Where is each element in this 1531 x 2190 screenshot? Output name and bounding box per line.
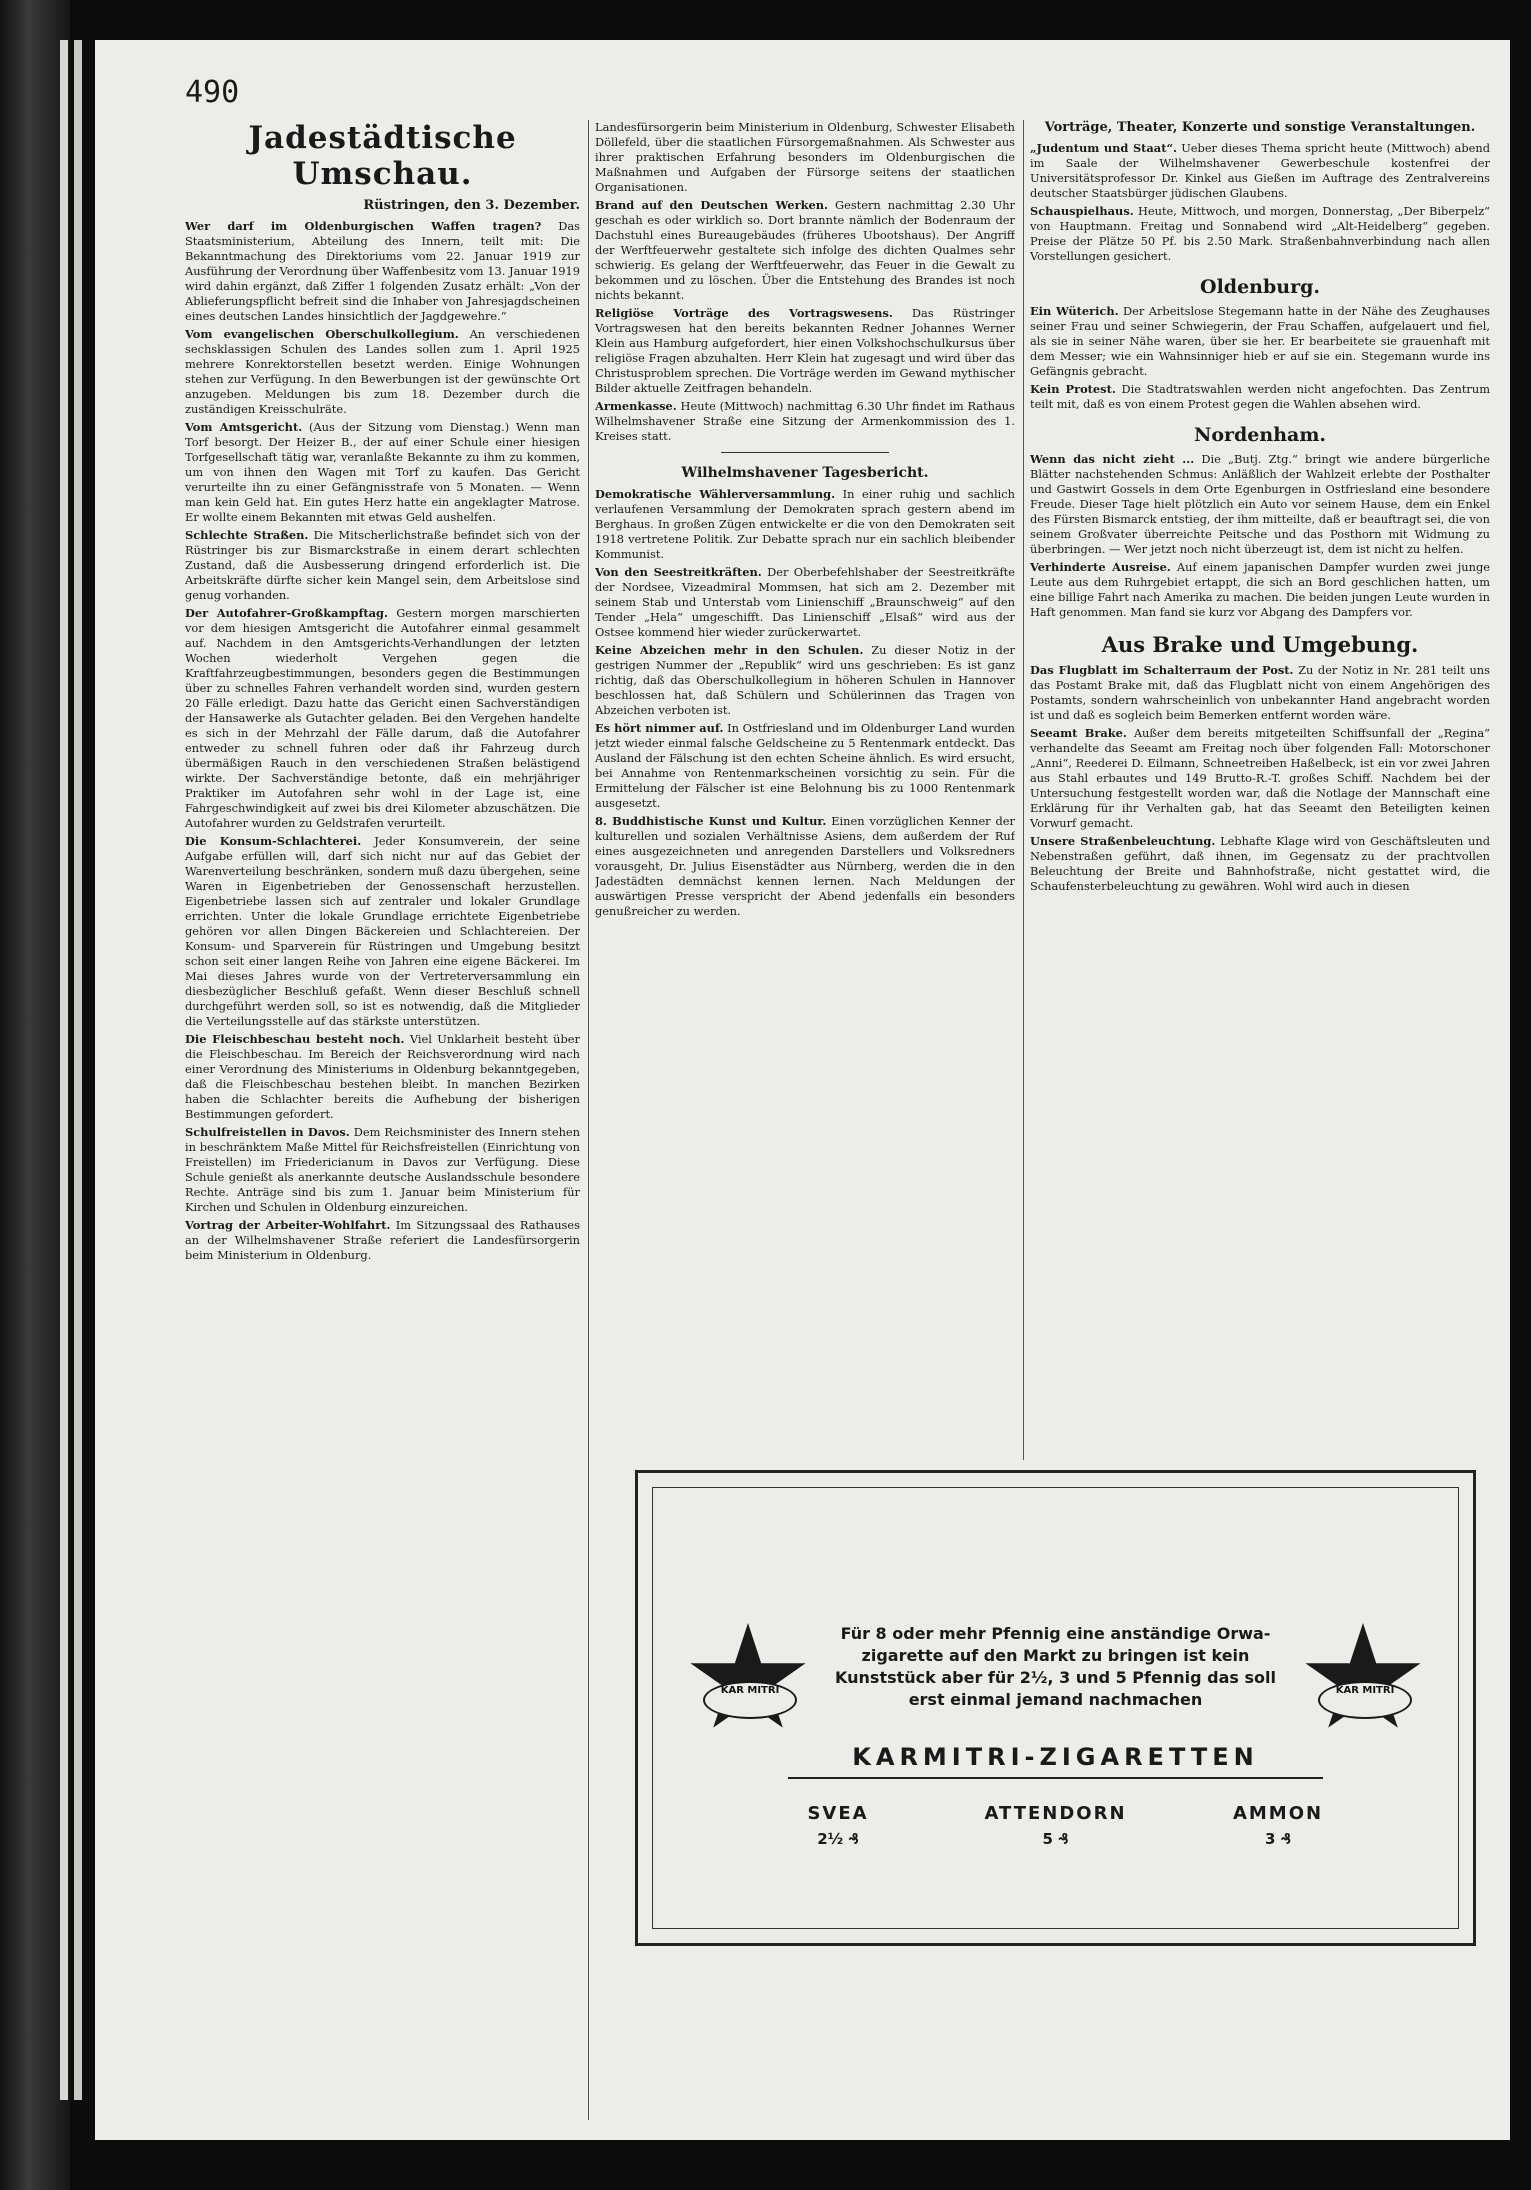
article-text: Die Mitscherlichstraße befindet sich von der Rüstringer bis zur Bismarckstraße in einem derart schlechten Zustand, daß die Ausbesserung dringend erforderlich ist. Die Arbeitskräfte dürfte sicher kein Mangel sein, dem Arbeitslose sind genug vorhanden. <box>185 528 580 602</box>
section-title: Oldenburg. <box>1200 276 1320 298</box>
article-paragraph <box>1030 663 1490 723</box>
article-paragraph <box>1030 141 1490 201</box>
article-text: (Aus der Sitzung vom Dienstag.) Wenn man Torf besorgt. Der Heizer B., der auf einer Schule einer hiesigen Torfgesellschaft tätig war, veranlaßte Bekannte zu ihm zu kommen, um von ihnen den Wagen mit Torf zu kaufen. Das Gericht verurteilte ihn zu einer Gefängnisstrafe von 5 Monaten. — Wenn man kein Geld hat. Ein gutes Herz hatte ein angeklagter Matrose. Er wollte einem Bekannten mit etwas Geld aushelfen. <box>185 420 580 524</box>
article-text: Jeder Konsumverein, der seine Aufgabe erfüllen will, darf sich nicht nur auf das Gebiet der Warenverteilung beschränken, sondern muß dazu übergehen, seine Waren in Eigenbetrieben der Genossenschaft herzustellen. Eigenbetriebe lassen sich auf zentraler und lokaler Grundlage errichten. Unter die lokale Grundlage errichtete Eigenbetriebe gehören vor allen Dingen Bäckereien und Schlachtereien. Der Konsum- und Sparverein für Rüstringen und Umgebung besitzt schon seit einer langen Reihe von Jahren eine eigene Bäckerei. Im Mai dieses Jahres wurde von der Vertreterversammlung ein diesbezüglicher Beschluß gefaßt. Wenn dieser Beschluß schnell durchgeführt werden soll, so ist es notwendig, daß die Mitglieder die Verteilungsstelle auf das stärkste unterstützen. <box>185 834 580 1028</box>
variant-ammon: AMMON 3 ₰ <box>1232 1803 1324 1848</box>
article-lead: Schlechte Straßen. <box>185 528 309 542</box>
article-text: Zu dieser Notiz in der gestrigen Nummer der „Republik“ wird uns geschrieben: Es ist ganz richtig, daß das Oberschulkollegium in höheren Schulen in Hannover beschlossen hat, daß Schülern und Schülerinnen das Tragen von Abzeichen verboten ist. <box>595 643 1015 717</box>
article-paragraph <box>595 721 1015 811</box>
article-lead: Unsere Straßenbeleuchtung. <box>1030 834 1216 848</box>
article-list <box>595 487 1015 919</box>
article-text: Das Rüstringer Vortragswesen hat den bereits bekannten Redner Johannes Werner Klein aus Hamburg aufgefordert, hier einen Volkshochschulkursus über religiöse Fragen abzuhalten. Herr Klein hat zugesagt und wird über das Christusproblem sprechen. Die Vorträge werden im Gewand mythischer Bilder aktuelle Zeitfragen behandeln. <box>595 306 1015 395</box>
article-lead: Schauspielhaus. <box>1030 204 1134 218</box>
column-1 <box>185 120 580 2120</box>
article-paragraph <box>185 420 580 525</box>
column-rule <box>588 120 589 2120</box>
article-lead: Vortrag der Arbeiter-Wohlfahrt. <box>185 1218 391 1232</box>
article-paragraph <box>185 1032 580 1122</box>
article-paragraph <box>595 643 1015 718</box>
article-list <box>1030 452 1490 620</box>
article-text: Dem Reichsminister des Innern stehen in beschränktem Maße Mittel für Reichsfreistellen (Einrichtung von Freistellen) im Friedericianum in Davos zur Verfügung. Diese Schule genießt als anerkannte deutsche Auslandsschule besondere Rechte. Anträge sind bis zum 1. Januar beim Ministerium für Kirchen und Schulen in Oldenburg einzureichen. <box>185 1125 580 1214</box>
article-list <box>1030 141 1490 264</box>
dateline: Rüstringen, den 3. Dezember. <box>363 198 580 213</box>
article-list <box>1030 663 1490 894</box>
article-lead: Ein Wüterich. <box>1030 304 1119 318</box>
article-paragraph <box>595 306 1015 396</box>
article-paragraph <box>1030 452 1490 557</box>
variant-svea: SVEA 2½ ₰ <box>807 1803 869 1848</box>
article-text: Heute (Mittwoch) nachmittag 6.30 Uhr findet im Rathaus Wilhelmshavener Straße eine Sitzung der Armenkommission des 1. Kreises statt. <box>595 399 1015 443</box>
article-text: Außer dem bereits mitgeteilten Schiffsunfall der „Regina“ verhandelte das Seeamt am Freitag noch über folgenden Fall: Motorschoner „Anni“, Reederei D. Eilmann, Schneetreiben Haßelbeck, ist ein vor zwei Jahren aus Stahl erbautes und 149 Brutto-R.-T. großes Schiff. Nachdem bei der Untersuchung festgestellt worden war, daß die Notlage der Mannschaft eine Erklärung für ihr Verhalten gab, hat das Seeamt den Beteiligten keinen Vorwurf gemacht. <box>1030 726 1490 830</box>
logo-text: KAR MITRI <box>1318 1681 1412 1719</box>
section-title: Vorträge, Theater, Konzerte und sonstige Veranstaltungen. <box>1044 120 1476 135</box>
article-lead: Schulfreistellen in Davos. <box>185 1125 350 1139</box>
article-paragraph <box>595 565 1015 640</box>
article-paragraph <box>1030 726 1490 831</box>
article-paragraph <box>1030 204 1490 264</box>
article-lead: Brand auf den Deutschen Werken. <box>595 198 828 212</box>
article-lead: Das Flugblatt im Schalterraum der Post. <box>1030 663 1294 677</box>
article-lead: Wer darf im Oldenburgischen Waffen tragen? <box>185 219 542 233</box>
article-paragraph <box>185 834 580 1029</box>
article-text: Die „Butj. Ztg.“ bringt wie andere bürgerliche Blätter nachstehenden Schmus: Anläßlich der Wahlzeit erlebte der Posthalter und Gastwirt Gossels in dem Orte Egenburgen in Ostfriesland eine besondere Freude. Dieser Tage hielt plötzlich ein Auto vor seinem Hause, dem ein Enkel des Fürsten Bismarck entstieg, der ihm mitteilte, daß er beauftragt sei, die von seinem Großvater überreichte Peitsche und das Posthorn mit Widmung zu überbringen. — Wer jetzt noch nicht überzeugt ist, dem ist nicht zu helfen. <box>1030 452 1490 556</box>
article-lead: Wenn das nicht zieht ... <box>1030 452 1195 466</box>
article-lead: Keine Abzeichen mehr in den Schulen. <box>595 643 864 657</box>
article-paragraph <box>595 814 1015 919</box>
article-list <box>185 219 580 1263</box>
article-paragraph <box>595 198 1015 303</box>
article-text: Die Stadtratswahlen werden nicht angefochten. Das Zentrum teilt mit, daß es von einem Protest gegen die Wahlen absehen wird. <box>1030 382 1490 411</box>
article-lead: Die Fleischbeschau besteht noch. <box>185 1032 405 1046</box>
article-text: Gestern nachmittag 2.30 Uhr geschah es oder wirklich so. Dort brannte nämlich der Bodenraum der Dachstuhl eines Bureaugebäudes (früheres Ubootshaus). Der Angriff der Werftfeuerwehr gestaltete sich infolge des dichten Qualmes sehr schwierig. Es gelang der Werftfeuerwehr, das Feuer in die Gewalt zu bekommen und zu löschen. Über die Entstehung des Brandes ist noch nichts bekannt. <box>595 198 1015 302</box>
article-text: Der Arbeitslose Stegemann hatte in der Nähe des Zeughauses seiner Frau und seiner Schwiegerin, der Frau Schaffen, aufgelauert und fiel, als sie in seiner Nähe waren, über sie her. Er bearbeitete sie grauenhaft mit dem Messer; wie ein Wahnsinniger hieb er auf sie ein. Stegemann wurde ins Gefängnis gebracht. <box>1030 304 1490 378</box>
article-lead: Es hört nimmer auf. <box>595 721 724 735</box>
article-text: Im Sitzungssaal des Rathauses an der Wilhelmshavener Straße referiert die Landesfürsorgerin beim Ministerium in Oldenburg. <box>185 1218 580 1262</box>
article-text: In Ostfriesland und im Oldenburger Land wurden jetzt wieder einmal falsche Geldscheine zu 5 Rentenmark entdeckt. Das Ausland der Fälschung ist den echten Scheine ähnlich. Es wird ersucht, bei Annahme von Rentenmarkscheinen vorsichtig zu sein. Für die Ermittelung der Fälscher ist eine Belohnung bis zu 1000 Rentenmark ausgesetzt. <box>595 721 1015 810</box>
cigarette-advertisement <box>635 1470 1476 1946</box>
article-text: Heute, Mittwoch, und morgen, Donnerstag, „Der Biberpelz“ von Hauptmann. Freitag und Sonnabend wird „Alt-Heidelberg“ gegeben. Preise der Plätze 50 Pf. bis 2.50 Mark. Straßenbahnverbindung nach allen Vorstellungen gesichert. <box>1030 204 1490 263</box>
article-paragraph <box>595 120 1015 195</box>
article-lead: Seeamt Brake. <box>1030 726 1127 740</box>
article-text: Gestern morgen marschierten vor dem hiesigen Amtsgericht die Autofahrer einmal gesammelt auf. Nachdem in den Amtsgerichts-Verhandlungen der letzten Wochen wiederholt Vergehen gegen die Kraftfahrzeugbestimmungen, besonders gegen die Bestimmungen über zu schnelles Fahren verhandelt worden sind, wurden gestern 20 Fälle erledigt. Dazu hatte das Gericht einen Sachverständigen der Hansawerke als Gutachter geladen. Bei den Vergehen handelte es sich in der Mehrzahl der Fälle darum, daß die Autofahrer entweder zu schnell fuhren oder daß ihr Fahrzeug durch übermäßigen Rauch in den verschiedenen Straßen belästigend wirkte. Der Sachverständige betonte, daß ein mehrjähriger Praktiker im Autofahren sehr wohl in der Lage ist, eine Fahrgeschwindigkeit auf zwei bis drei Kilometer abzuschätzen. Die Autofahrer wurden zu Geldstrafen verurteilt. <box>185 606 580 830</box>
page-number: 490 <box>185 75 240 110</box>
column-2 <box>595 120 1015 1520</box>
article-list <box>1030 304 1490 412</box>
article-paragraph <box>1030 382 1490 412</box>
article-lead: Vom Amtsgericht. <box>185 420 303 434</box>
article-lead: Kein Protest. <box>1030 382 1116 396</box>
article-text: Viel Unklarheit besteht über die Fleischbeschau. Im Bereich der Reichsverordnung wird nach einer Verordnung des Ministeriums in Oldenburg bekanntgegeben, daß die Fleischbeschau bestehen bleibt. In manchen Bezirken haben die Schlachter bereits die Aufhebung der bisherigen Bestimmungen gefordert. <box>185 1032 580 1121</box>
article-text: Lebhafte Klage wird von Geschäftsleuten und Nebenstraßen geführt, daß ihnen, im Gegensatz zu der prachtvollen Beleuchtung der Breite und Bahnhofstraße, nicht gestattet wird, die Schaufensterbeleuchtung zu gewähren. Wohl wird auch in diesen <box>1030 834 1490 893</box>
article-text: In einer ruhig und sachlich verlaufenen Versammlung der Demokraten sprach gestern abend im Berghaus. In großen Zügen entwickelte er die von den Demokraten seit 1918 vertretene Politik. Zur Debatte sprach nur ein sachlich bleibender Kommunist. <box>595 487 1015 561</box>
article-text: Das Staatsministerium, Abteilung des Innern, teilt mit: Die Bekanntmachung des Direktoriums vom 22. Januar 1919 zur Ausführung der Verordnung über Waffenbesitz vom 13. Januar 1919 wird dahin ergänzt, daß Ziffer 1 folgenden Zusatz erhält: „Von der Ablieferungspflicht befreit sind die Inhaber von Jahresjagdscheinen eines deutschen Landes hinsichtlich der Jagdgewehre.“ <box>185 219 580 323</box>
article-text: An verschiedenen sechsklassigen Schulen des Landes sollen zum 1. April 1925 mehrere Konrektorstellen besetzt werden. Einige Wohnungen stehen zur Verfügung. In den Bewerbungen ist der gewünschte Ort anzugeben. Meldungen bis zum 18. Dezember durch die zuständigen Kreisschulräte. <box>185 327 580 416</box>
article-list <box>595 120 1015 444</box>
article-paragraph <box>185 606 580 831</box>
ad-brand: KARMITRI-ZIGARETTEN <box>788 1743 1323 1779</box>
variant-attendorn: ATTENDORN 5 ₰ <box>984 1803 1127 1848</box>
article-text: Ueber dieses Thema spricht heute (Mittwoch) abend im Saale der Wilhelmshavener Gewerbeschule kostenfrei der Universitätsprofessor Dr. Kinkel aus Gießen im Auftrage des Zentralvereins deutscher Staatsbürger jüdischen Glaubens. <box>1030 141 1490 200</box>
newspaper-page <box>95 40 1510 2140</box>
ad-copy: Für 8 oder mehr Pfennig eine anständige Orwa-zigarette auf den Markt zu bringen ist kein Kunststück aber für 2½, 3 und 5 Pfennig das soll erst einmal jemand nachmachen <box>835 1624 1276 1709</box>
article-lead: Die Konsum-Schlachterei. <box>185 834 362 848</box>
article-text: Einen vorzüglichen Kenner der kulturellen und sozialen Verhältnisse Asiens, dem außerdem der Ruf eines ausgezeichneten und anregenden Darstellers und Volksredners vorausgeht, Dr. Julius Eisenstädter aus Nürnberg, werden die in den Jadestädten demnächst kennen lernen. Nach Meldungen der auswärtigen Presse verspricht der Abend jedenfalls ein besonders genußreicher zu werden. <box>595 814 1015 918</box>
column-3 <box>1030 120 1490 1520</box>
article-lead: Verhinderte Ausreise. <box>1030 560 1171 574</box>
article-text: Der Oberbefehlshaber der Seestreitkräfte der Nordsee, Vizeadmiral Mommsen, hat sich am 2. Dezember mit seinem Stab und Unterstab vom Linienschiff „Braunschweig“ auf den Tender „Hela“ umgeschifft. Das Linienschiff „Elsaß“ wird aus der Ostsee kommend hier wieder zurückerwartet. <box>595 565 1015 639</box>
article-text: Landesfürsorgerin beim Ministerium in Oldenburg, Schwester Elisabeth Döllefeld, über die staatlichen Fürsorgemaßnahmen. Als Schwester aus ihrer praktischen Erfahrung besonders im Oldenburgischen die Maßnahmen und Aufgaben der Fürsorge seitens der staatlichen Organisationen. <box>595 120 1015 194</box>
article-text: Zu der Notiz in Nr. 281 teilt uns das Postamt Brake mit, daß das Flugblatt nicht von einem Angehörigen des Postamts, sondern wahrscheinlich von unbekannter Hand angebracht worden ist und daß es sogleich beim Bemerken entfernt worden wäre. <box>1030 663 1490 722</box>
article-paragraph <box>595 487 1015 562</box>
article-lead: 8. Buddhistische Kunst und Kultur. <box>595 814 827 828</box>
article-text: Auf einem japanischen Dampfer wurden zwei junge Leute aus dem Ruhrgebiet ertappt, die sich an Bord geschlichen hatten, um eine billige Fahrt nach Amerika zu machen. Die beiden jungen Leute wurden in Haft genommen. Man fand sie kurz vor Abgang des Dampfers vor. <box>1030 560 1490 619</box>
article-paragraph <box>185 1218 580 1263</box>
section-title: Nordenham. <box>1193 424 1327 446</box>
section-title: Jadestädtische Umschau. <box>248 120 517 192</box>
article-paragraph <box>185 1125 580 1215</box>
article-paragraph <box>1030 304 1490 379</box>
article-lead: Vom evangelischen Oberschulkollegium. <box>185 327 459 341</box>
article-lead: Von den Seestreitkräften. <box>595 565 762 579</box>
page-edge <box>60 40 68 2100</box>
column-rule <box>1023 120 1024 1460</box>
section-title: Aus Brake und Umgebung. <box>1101 632 1419 657</box>
article-paragraph <box>185 528 580 603</box>
article-paragraph <box>1030 834 1490 894</box>
article-lead: Der Autofahrer-Großkampftag. <box>185 606 388 620</box>
article-paragraph <box>595 399 1015 444</box>
logo-text: KAR MITRI <box>703 1681 797 1719</box>
article-paragraph <box>185 327 580 417</box>
article-lead: Armenkasse. <box>595 399 677 413</box>
section-title: Wilhelmshavener Tagesbericht. <box>681 465 929 481</box>
article-lead: Religiöse Vorträge des Vortragswesens. <box>595 306 893 320</box>
page-edge <box>74 40 82 2100</box>
article-lead: Demokratische Wählerversammlung. <box>595 487 836 501</box>
article-paragraph <box>1030 560 1490 620</box>
article-lead: „Judentum und Staat“. <box>1030 141 1177 155</box>
article-paragraph <box>185 219 580 324</box>
